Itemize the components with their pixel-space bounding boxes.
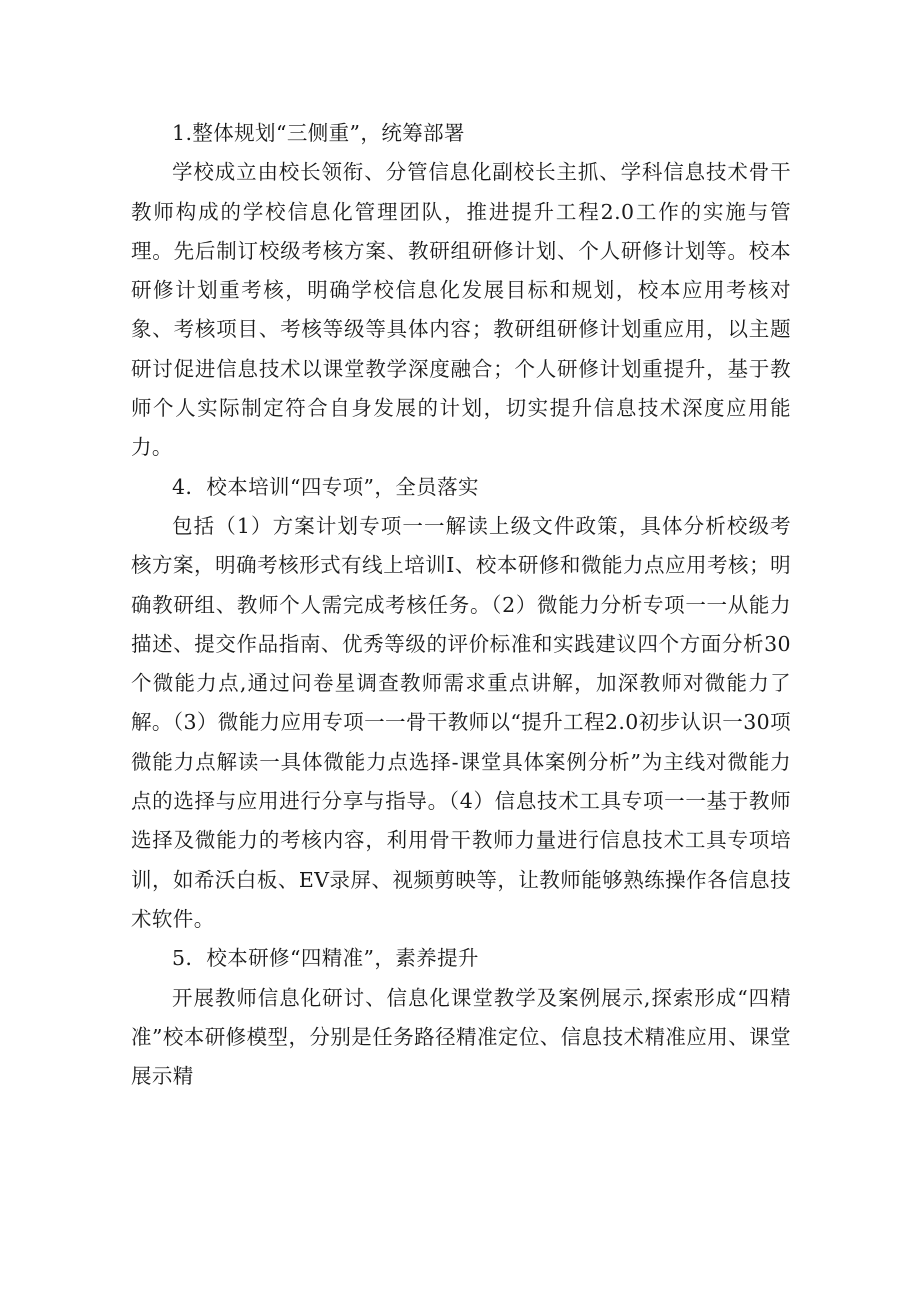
section-body-4: 包括（1）方案计划专项一一解读上级文件政策，具体分析校级考核方案，明确考核形式有线上培训I、校本研修和微能力点应用考核；明确教研组、教师个人需完成考核任务。（2）微能力分析专项一一从能力描述、提交作品指南、优秀等级的评价标准和实践建议四个方面分析30个微能力点,通过问卷星调查教师需求重点讲解，加深教师对微能力了解。（3）微能力应用专项一一骨干教师以“提升工程2.0初步认识一30项微能力点解读一具体微能力点选择-课堂具体案例分析”为主线对微能力点的选择与应用进行分享与指导。（4）信息技术工具专项一一基于教师选择及微能力的考核内容，利用骨干教师力量进行信息技术工具专项培训，如希沃白板、EV录屏、视频剪映等，让教师能够熟练操作各信息技术软件。	[131, 513, 791, 931]
document-content	[131, 114, 791, 1096]
section-body-5: 开展教师信息化研讨、信息化课堂教学及案例展示,探索形成“四精准”校本研修模型，分别是任务路径精准定位、信息技术精准应用、课堂展示精	[131, 985, 791, 1089]
section-heading-5: 5．校本研修“四精准”，素养提升	[172, 946, 479, 971]
section-body-1: 学校成立由校长领衔、分管信息化副校长主抓、学科信息技术骨干教师构成的学校信息化管理团队，推进提升工程2.0工作的实施与管理。先后制订校级考核方案、教研组研修计划、个人研修计划等。校本研修计划重考核，明确学校信息化发展目标和规划，校本应用考核对象、考核项目、考核等级等具体内容；教研组研修计划重应用，以主题研讨促进信息技术以课堂教学深度融合；个人研修计划重提升，基于教师个人实际制定符合自身发展的计划，切实提升信息技术深度应用能力。	[131, 160, 791, 460]
section-heading-4: 4．校本培训“四专项”，全员落实	[172, 474, 479, 499]
section-heading-1: 1.整体规划“三侧重”，统筹部署	[172, 121, 465, 145]
